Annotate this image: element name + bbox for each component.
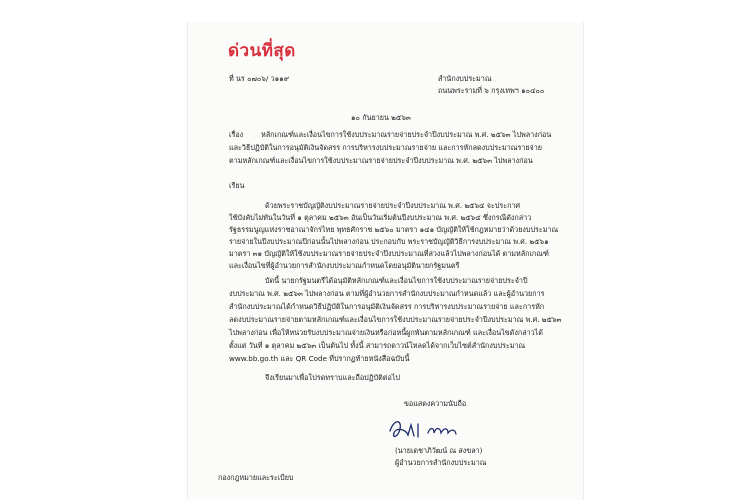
body-line: ลดงบประมาณรายจ่ายตามหลักเกณฑ์และเงื่อนไขการใช้งบประมาณรายจ่ายประจำปีงบประมาณ พ.ศ. ๒๕๖๓ [229, 315, 562, 324]
body-line: ตั้งแต่ วันที่ ๑ ตุลาคม ๒๕๖๓ เป็นต้นไป ทั้งนี้ สามารถดาวน์โหลดได้จากเว็บไซต์สำนักงบประมาณ [229, 341, 526, 350]
body-line: บัดนี้ นายกรัฐมนตรีได้อนุมัติหลักเกณฑ์และเงื่อนไขการใช้งบประมาณรายจ่ายประจำปี [265, 276, 528, 285]
closing-phrase: ขอแสดงความนับถือ [404, 399, 467, 408]
body-line: ใช้บังคับไม่ทันในวันที่ ๑ ตุลาคม ๒๕๖๓ อันเป็นวันเริ่มต้นปีงบประมาณ พ.ศ. ๒๕๖๔ ซึ่งกรณีดังกล่าว [229, 213, 532, 222]
salutation: เรียน [229, 181, 245, 190]
subject-label: เรื่อง [229, 130, 244, 139]
handwritten-signature [384, 415, 464, 445]
body-line: สำนักงบประมาณได้กำหนดวิธีปฏิบัติในการอนุมัติเงินจัดสรร การบริหารงบประมาณรายจ่าย และการหัก [229, 302, 545, 311]
subject-line: ตามหลักเกณฑ์และเงื่อนไขการใช้งบประมาณรายจ่ายประจำปีงบประมาณ พ.ศ. ๒๕๖๓ ไปพลางก่อน [229, 156, 533, 165]
body-line: รายจ่ายในปีงบประมาณปีก่อนนั้นไปพลางก่อน ประกอบกับ พระราชบัญญัติวิธีการงบประมาณ พ.ศ. ๒๕๖๑ [229, 237, 549, 246]
body-line: มาตรา ๓๑ บัญญัติให้ใช้งบประมาณรายจ่ายประจำปีงบประมาณที่ล่วงแล้วไปพลางก่อนได้ ตามหลักเกณฑ์ [229, 249, 549, 258]
subject-line: และวิธีปฏิบัติในการอนุมัติเงินจัดสรร การบริหารงบประมาณรายจ่าย และการหักลดงบประมาณรายจ่าย [229, 143, 543, 152]
issuing-division: กองกฎหมายและระเบียบ [218, 473, 294, 482]
office-address: ถนนพระรามที่ ๖ กรุงเทพฯ ๑๐๔๐๐ [438, 86, 545, 95]
signer-title: ผู้อำนวยการสำนักงบประมาณ [395, 458, 487, 467]
body-line: ไปพลางก่อน เพื่อให้หน่วยรับงบประมาณจ่ายเงินหรือก่อหนี้ผูกพันตามหลักเกณฑ์ และเงื่อนไขดังกล่าวได้ [229, 328, 543, 337]
reference-number: ที่ นร ๐๗๐๖/ ว๑๑๙ [229, 74, 289, 83]
closing-request: จึงเรียนมาเพื่อโปรดทราบและถือปฏิบัติต่อไป [265, 373, 400, 382]
body-line: www.bb.go.th และ QR Code ที่ปรากฏท้ายหนังสือฉบับนี้ [229, 354, 410, 363]
urgent-stamp: ด่วนที่สุด [228, 41, 296, 61]
subject-line: หลักเกณฑ์และเงื่อนไขการใช้งบประมาณรายจ่ายประจำปีงบประมาณ พ.ศ. ๒๕๖๓ ไปพลางก่อน [261, 130, 552, 139]
signer-name: (นายเดชาภิวัฒน์ ณ สงขลา) [395, 446, 483, 455]
issuing-office: สำนักงบประมาณ [438, 74, 492, 83]
body-line: งบประมาณ พ.ศ. ๒๕๖๓ ไปพลางก่อน ตามที่ผู้อำนวยการสำนักงบประมาณกำหนดแล้ว และผู้อำนวยการ [229, 289, 545, 298]
document-date: ๑๐ กันยายน ๒๕๖๓ [351, 113, 411, 122]
body-line: รัฐธรรมนูญแห่งราชอาณาจักรไทย พุทธศักราช ๒๕๖๐ มาตรา ๑๔๑ บัญญัติให้ใช้กฎหมายว่าด้วยงบประมาณ [229, 225, 559, 234]
body-line: ด้วยพระราชบัญญัติงบประมาณรายจ่ายประจำปีงบประมาณ พ.ศ. ๒๕๖๔ จะประกาศ [265, 201, 521, 210]
body-line: และเงื่อนไขที่ผู้อำนวยการสำนักงบประมาณกำหนดโดยอนุมัตินายกรัฐมนตรี [229, 261, 460, 270]
